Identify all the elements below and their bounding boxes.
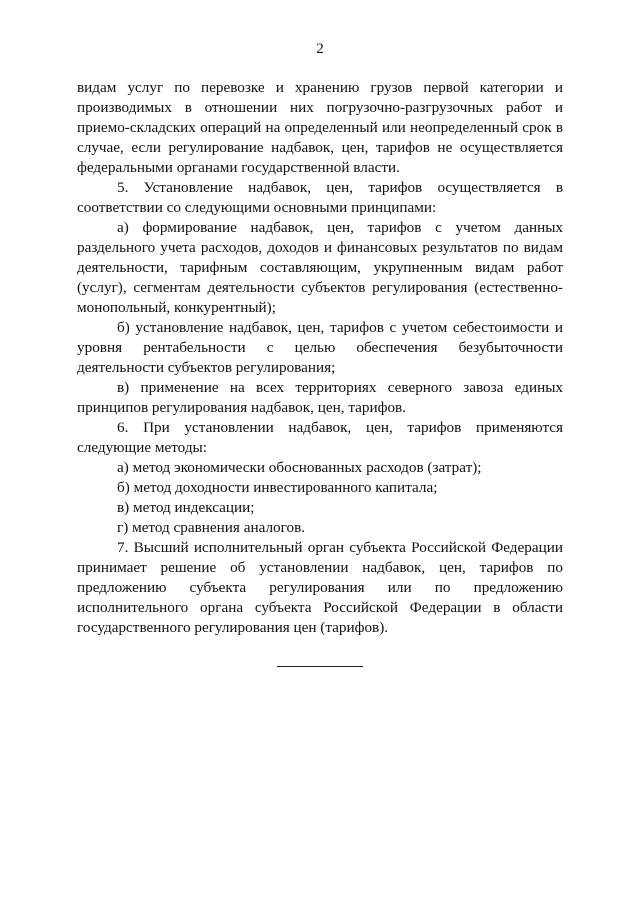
document-body (77, 78, 563, 638)
paragraph-item-6: 6. При установлении надбавок, цен, тарифов применяются следующие методы: (77, 419, 563, 456)
paragraph-item-6c: в) метод индексации; (117, 499, 255, 516)
paragraph-continuation: видам услуг по перевозке и хранению грузов первой категории и производимых в отношении них погрузочно-разгрузочных работ и приемо-складских операций на определенный или неопределенный срок в случае, если регулирование надбавок, цен, тарифов не осуществляется федеральными органами государственной власти. (77, 79, 563, 176)
paragraph-item-5: 5. Установление надбавок, цен, тарифов осуществляется в соответствии со следующими основными принципами: (77, 179, 563, 216)
end-of-text-divider (277, 666, 363, 667)
paragraph-item-5a: а) формирование надбавок, цен, тарифов с учетом данных раздельного учета расходов, доходов и финансовых результатов по видам деятельности, тарифным составляющим, укрупненным видам работ (услуг), сегментам деятельности субъектов регулирования (естественно-монопольный, конкурентный); (77, 219, 563, 316)
paragraph-item-6a: а) метод экономически обоснованных расходов (затрат); (117, 459, 482, 476)
paragraph-item-6b: б) метод доходности инвестированного капитала; (117, 479, 438, 496)
paragraph-item-5b: б) установление надбавок, цен, тарифов с учетом себестоимости и уровня рентабельности с целью обеспечения безубыточности деятельности субъектов регулирования; (77, 319, 563, 376)
page-number: 2 (316, 41, 324, 57)
paragraph-item-7: 7. Высший исполнительный орган субъекта Российской Федерации принимает решение об установлении надбавок, цен, тарифов по предложению субъекта регулирования или по предложению исполнительного органа субъекта Российской Федерации в области государственного регулирования цен (тарифов). (77, 539, 563, 636)
paragraph-item-5c: в) применение на всех территориях северного завоза единых принципов регулирования надбавок, цен, тарифов. (77, 379, 563, 416)
paragraph-item-6d: г) метод сравнения аналогов. (117, 519, 306, 536)
